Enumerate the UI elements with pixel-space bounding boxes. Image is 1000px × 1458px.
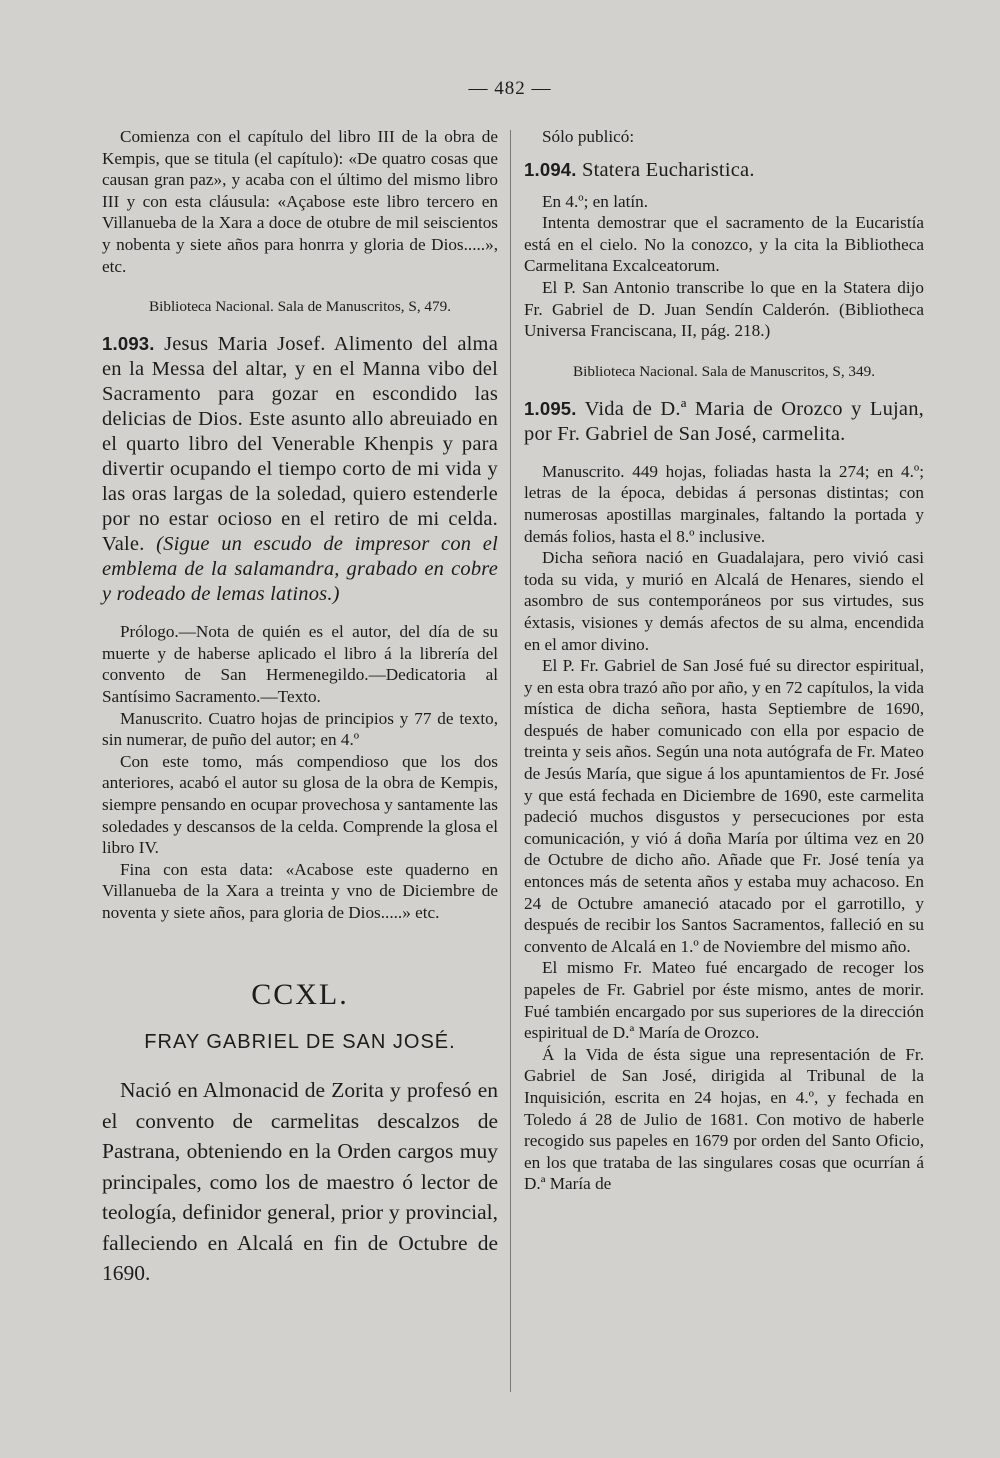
paragraph: Prólogo.—Nota de quién es el autor, del día de su muerte y de haberse aplicado el libro á la librería del convento de San Hermenegildo.—Dedicatoria al Santísimo Sacramento.—Texto. [102, 622, 498, 706]
paragraph: Manuscrito. Cuatro hojas de principios y 77 de texto, sin numerar, de puño del autor; en 4.º [102, 708, 498, 750]
page-number: — 482 — [468, 78, 552, 99]
chapter-numeral: CCXL. [251, 978, 349, 1012]
paragraph: Á la Vida de ésta sigue una representación de Fr. Gabriel de San José, dirigida al Tribunal de la Inquisición, escrita en 24 hojas, en 4.º, y fechada en Toledo á 28 de Julio de 1681. Con motivo de haberle recogido sus papeles en 1679 por orden del Santo Oficio, en los que trataba de las singulares cosas que ocurrían á D.ª María de [524, 1044, 924, 1194]
paragraph: El P. Fr. Gabriel de San José fué su director espiritual, y en esta obra trazó año por año, y en 72 capítulos, la vida mística de dicha señora, hasta Septiembre de 1690, después de haber comunicado con ella por espacio de treinta y seis años. Según una nota autógrafa de Fr. Mateo de Jesús María, que sigue á los apuntamientos de Fr. José y que está fechada en Diciembre de 1690, este carmelita padeció muchos disgustos y persecuciones por esta comunicación, y vió á doña María por última vez en 20 de Octubre de dicho año. Añade que Fr. José tenía ya entonces más de setenta años y estaba muy achacoso. En 24 de Octubre amaneció atacado por el garrotillo, y después de recibir los Santos Sacramentos, falleció en su convento de Alcalá en 1.º de Noviembre del mismo año. [524, 656, 924, 956]
paragraph: Fina con esta data: «Acabose este quaderno en Villanueba de la Xara a treinta y vno de Diciembre de noventa y siete años, para gloria de Dios.....» etc. [102, 859, 498, 922]
paragraph: Manuscrito. 449 hojas, foliadas hasta la 274; en 4.º; letras de la época, debidas á personas distintas; con numerosas apostillas marginales, faltando la portada y demás folios, hasta el 8.º inclusive. [524, 461, 924, 546]
column-divider [510, 130, 511, 1392]
paragraph: El mismo Fr. Mateo fué encargado de recoger los papeles de Fr. Gabriel por éste mismo, antes de morir. Fué también encargado por sus superiores de la dirección espiritual de D.ª María de Orozco. [524, 958, 924, 1043]
paragraph: Intenta demostrar que el sacramento de la Eucaristía está en el cielo. No la conozco, y la cita la Bibliotheca Carmelitana Excalceatorum. [524, 213, 924, 276]
entry-number: 1.094. [524, 158, 577, 180]
paragraph: El P. San Antonio transcribe lo que en la Statera dijo Fr. Gabriel de D. Juan Sendín Calderón. (Bibliotheca Universa Franciscana, II, pág. 218.) [524, 277, 924, 341]
right-column [524, 126, 924, 1195]
left-column [102, 126, 498, 1289]
source-note: Biblioteca Nacional. Sala de Manuscritos, S, 479. [149, 298, 451, 316]
entry-title: Statera Eucharistica. [581, 158, 755, 181]
published-line: Sólo publicó: [542, 127, 635, 146]
entry-1093 [102, 331, 498, 607]
entry-1095 [524, 396, 924, 447]
entry-number: 1.093. [102, 333, 155, 355]
intro-paragraph: Comienza con el capítulo del libro III de la obra de Kempis, que se titula (el capítulo): «De quatro cosas que causan gran paz», y acaba con el último del mismo libro III y con esta cláusula: «Açabose este libro tercero en Villanueba de la Xara a doce de otubre de mil seiscientos y nobenta y siete años para honrra y gloria de Dios.....», etc. [102, 127, 498, 276]
paragraph: En 4.º; en latín. [542, 191, 649, 211]
source-note: Biblioteca Nacional. Sala de Manuscritos, S, 349. [573, 362, 875, 380]
paragraph: Dicha señora nació en Guadalajara, pero vivió casi toda su vida, y murió en Alcalá de Henares, siendo el asombro de sus contemporáneos por sus virtudes, sus éxtasis, visiones y demás afectos de su alma, encendida en el amor divino. [524, 548, 924, 654]
chapter-heading: FRAY GABRIEL DE SAN JOSÉ. [144, 1031, 456, 1054]
entry-note: (Sigue un escudo de impresor con el emblema de la salamandra, grabado en cobre y rodeado de lemas latinos.) [102, 533, 498, 606]
entry-number: 1.095. [524, 397, 577, 419]
author-biography: Nació en Almonacid de Zorita y profesó en el convento de carmelitas descalzos de Pastrana, obteniendo en la Orden cargos muy principales, como los de maestro ó lector de teología, definidor general, prior y provincial, falleciendo en Alcalá en fin de Octubre de 1690. [102, 1078, 498, 1286]
paragraph: Con este tomo, más compendioso que los dos anteriores, acabó el autor su glosa de la obra de Kempis, siempre pensando en ocupar provechosa y santamente las soledades y descansos de la celda. Comprende la glosa el libro IV. [102, 751, 498, 858]
entry-title: Vida de D.ª Maria de Orozco y Lujan, por Fr. Gabriel de San José, carmelita. [524, 397, 924, 445]
entry-1094 [524, 157, 924, 183]
entry-title: Jesus Maria Josef. Alimento del alma en la Messa del altar, y en el Manna vibo del Sacramento para gozar en escondido las delicias de Dios. Este asunto allo abreuiado en el quarto libro del Venerable Khenpis y para divertir ocupando el tiempo corto de mi vida y las oras largas de la soledad, quiero estenderle por no estar ocioso en el retiro de mi celda. Vale. [102, 333, 499, 556]
